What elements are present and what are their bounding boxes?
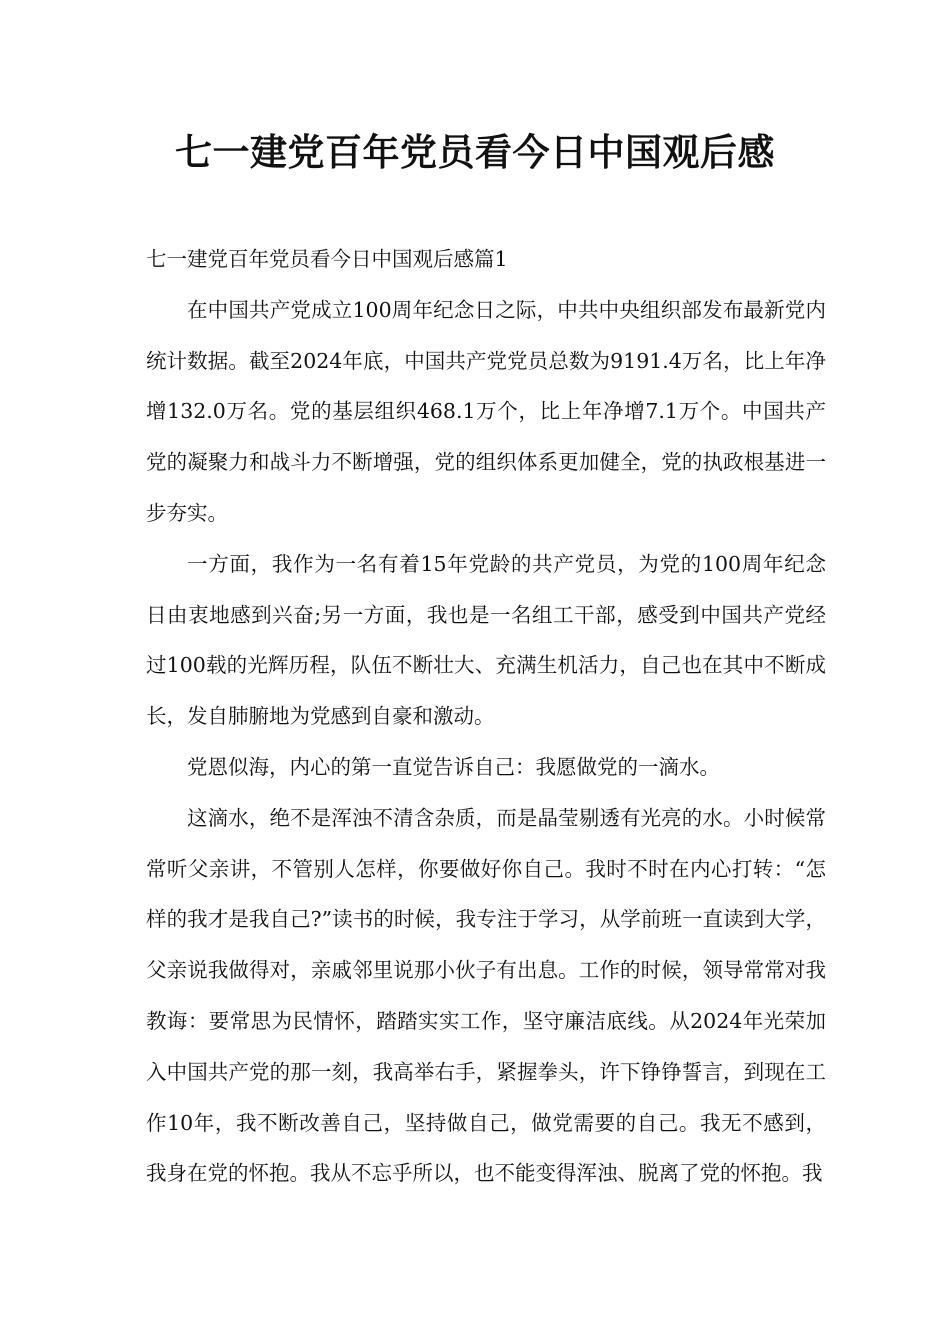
section-heading: 七一建党百年党员看今日中国观后感篇1 — [146, 247, 508, 271]
document-title: 七一建党百年党员看今日中国观后感 — [175, 131, 775, 174]
paragraph-4: 这滴水，绝不是浑浊不清含杂质，而是晶莹剔透有光亮的水。小时候常常听父亲讲，不管别人怎样，你要做好你自己。我时不时在内心打转：“怎样的我才是我自己?”读书的时候，我专注于学习，从学前班一直读到大学，父亲说我做得对，亲戚邻里说那小伙子有出息。工作的时候，领导常常对我教诲：要常思为民情怀，踏踏实实工作，坚守廉洁底线。从2024年光荣加入中国共产党的那一刻，我高举右手，紧握拳头，许下铮铮誓言，到现在工作10年，我不断改善自己，坚持做自己，做党需要的自己。我无不感到，我身在党的怀抱。我从不忘乎所以，也不能变得浑浊、脱离了党的怀抱。我 — [146, 805, 826, 1186]
document-body — [146, 234, 826, 1199]
paragraph-3: 党恩似海，内心的第一直觉告诉自己：我愿做党的一滴水。 — [187, 754, 720, 779]
paragraph-1: 在中国共产党成立100周年纪念日之际，中共中央组织部发布最新党内统计数据。截至2024年底，中国共产党党员总数为9191.4万名，比上年净增132.0万名。党的基层组织468.1万个，比上年净增7.1万个。中国共产党的凝聚力和战斗力不断增强，党的组织体系更加健全，党的执政根基进一步夯实。 — [146, 297, 826, 525]
paragraph-2: 一方面，我作为一名有着15年党龄的共产党员，为党的100周年纪念日由衷地感到兴奋;另一方面，我也是一名组工干部，感受到中国共产党经过100载的光辉历程，队伍不断壮大、充满生机活力，自己也在其中不断成长，发自肺腑地为党感到自豪和激动。 — [146, 551, 826, 729]
